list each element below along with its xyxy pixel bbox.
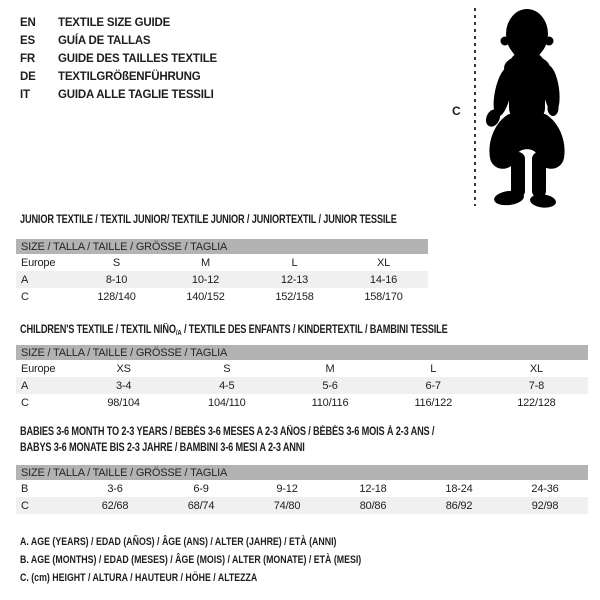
table-cell: L [291, 256, 298, 269]
table-cell: 158/170 [364, 290, 403, 303]
table-cell: 128/140 [97, 290, 136, 303]
language-row [20, 14, 217, 32]
table-row [16, 271, 428, 288]
height-measure-label: C [452, 104, 461, 118]
section-heading-line [20, 323, 448, 339]
language-title: GUIDE DES TAILLES TEXTILE [58, 53, 217, 65]
language-title: TEXTILGRÖßENFÜHRUNG [58, 71, 201, 83]
footnote-line: C. (cm) HEIGHT / ALTURA / HAUTEUR / HÖHE / ALTEZZA [20, 572, 258, 584]
language-row [20, 50, 217, 68]
size-table [16, 345, 588, 411]
table-row [16, 377, 588, 394]
table-cell: 68/74 [187, 499, 215, 512]
table-row [16, 288, 428, 305]
language-code: DE [20, 71, 36, 83]
row-label: B [21, 482, 29, 495]
table-cell: XL [529, 362, 543, 375]
table-cell: 3-4 [115, 379, 132, 392]
section-heading [20, 425, 434, 457]
language-title: GUIDA ALLE TAGLIE TESSILI [58, 89, 214, 101]
row-label: C [21, 499, 29, 512]
table-cell: 12-13 [280, 273, 309, 286]
section-heading [20, 213, 397, 229]
table-cell: XL [376, 256, 391, 269]
language-title: TEXTILE SIZE GUIDE [58, 17, 171, 29]
table-cell: 18-24 [445, 482, 473, 495]
table-cell: 80/86 [359, 499, 387, 512]
footnote-line: A. AGE (YEARS) / EDAD (AÑOS) / ÂGE (ANS) / ALTER (JAHRE) / ETÀ (ANNI) [20, 536, 337, 548]
row-label: C [21, 396, 29, 409]
row-label: A [21, 379, 29, 392]
table-cell: 152/158 [275, 290, 314, 303]
table-cell: 12-18 [359, 482, 387, 495]
table-cell: 3-6 [107, 482, 123, 495]
table-cell: 62/68 [101, 499, 129, 512]
table-cell: XS [116, 362, 131, 375]
row-label: Europe [21, 362, 56, 375]
language-code: IT [20, 89, 30, 101]
table-cell: 6-7 [425, 379, 441, 392]
heading-subscript: /A [175, 328, 182, 337]
language-row [20, 32, 217, 50]
footnotes [20, 533, 447, 587]
table-cell: 92/98 [531, 499, 559, 512]
table-row [16, 394, 588, 411]
language-row [20, 68, 217, 86]
table-size-header-bar: SIZE / TALLA / TAILLE / GRÖSSE / TAGLIA [16, 345, 588, 360]
footnote-line: B. AGE (MONTHS) / EDAD (MESES) / ÂGE (MOIS) / ALTER (MONATE) / ETÀ (MESI) [20, 554, 362, 566]
language-code: EN [20, 17, 36, 29]
table-row [16, 360, 588, 377]
language-title-list [20, 14, 217, 104]
table-cell: S [223, 362, 231, 375]
table-size-header-bar: SIZE / TALLA / TAILLE / GRÖSSE / TAGLIA [16, 465, 588, 480]
baby-silhouette-icon [482, 4, 594, 210]
table-row [16, 254, 428, 271]
row-label: A [21, 273, 29, 286]
language-code: ES [20, 35, 35, 47]
heading-text: BABIES 3-6 MONTH TO 2-3 YEARS / BEBÉS 3-6 MESES A 2-3 AÑOS / BÉBÉS 3-6 MOIS À 2-3 ANS / [20, 426, 435, 438]
table-cell: 4-5 [219, 379, 235, 392]
table-cell: M [201, 256, 210, 269]
heading-text: BABYS 3-6 MONATE BIS 2-3 JAHRE / BAMBINI 3-6 MESI A 2-3 ANNI [20, 442, 305, 454]
table-cell: 24-36 [531, 482, 559, 495]
heading-text: / TEXTILE DES ENFANTS / KINDERTEXTIL / BAMBINI TESSILE [181, 324, 448, 336]
table-cell: 140/152 [186, 290, 225, 303]
table-cell: 6-9 [193, 482, 209, 495]
language-row [20, 86, 217, 104]
row-label: C [21, 290, 29, 303]
table-size-header-bar: SIZE / TALLA / TAILLE / GRÖSSE / TAGLIA [16, 239, 428, 254]
size-table [16, 239, 428, 305]
table-cell: 98/104 [107, 396, 140, 409]
language-code: FR [20, 53, 35, 65]
heading-text: JUNIOR TEXTILE / TEXTIL JUNIOR/ TEXTILE JUNIOR / JUNIORTEXTIL / JUNIOR TESSILE [20, 214, 397, 226]
section-heading-line [20, 213, 397, 229]
table-cell: 74/80 [273, 499, 301, 512]
section-heading-line [20, 441, 434, 457]
heading-text: CHILDREN'S TEXTILE / TEXTIL NIÑO [20, 324, 176, 336]
table-cell: 110/116 [311, 396, 349, 409]
language-title: GUÍA DE TALLAS [58, 35, 151, 47]
table-cell: 7-8 [528, 379, 545, 392]
table-cell: L [430, 362, 437, 375]
table-cell: 116/122 [414, 396, 452, 409]
table-cell: M [325, 362, 335, 375]
size-table [16, 465, 588, 514]
table-cell: 9-12 [276, 482, 298, 495]
table-cell: 10-12 [191, 273, 220, 286]
table-cell: 86/92 [445, 499, 473, 512]
height-dotted-line [474, 8, 476, 206]
table-cell: 122/128 [517, 396, 556, 409]
table-row [16, 480, 588, 497]
section-heading-line [20, 425, 434, 441]
table-cell: 5-6 [322, 379, 338, 392]
table-cell: 8-10 [105, 273, 128, 286]
table-row [16, 497, 588, 514]
section-heading [20, 323, 448, 339]
table-cell: 104/110 [208, 396, 246, 409]
row-label: Europe [21, 256, 56, 269]
table-cell: S [112, 256, 121, 269]
table-cell: 14-16 [369, 273, 398, 286]
